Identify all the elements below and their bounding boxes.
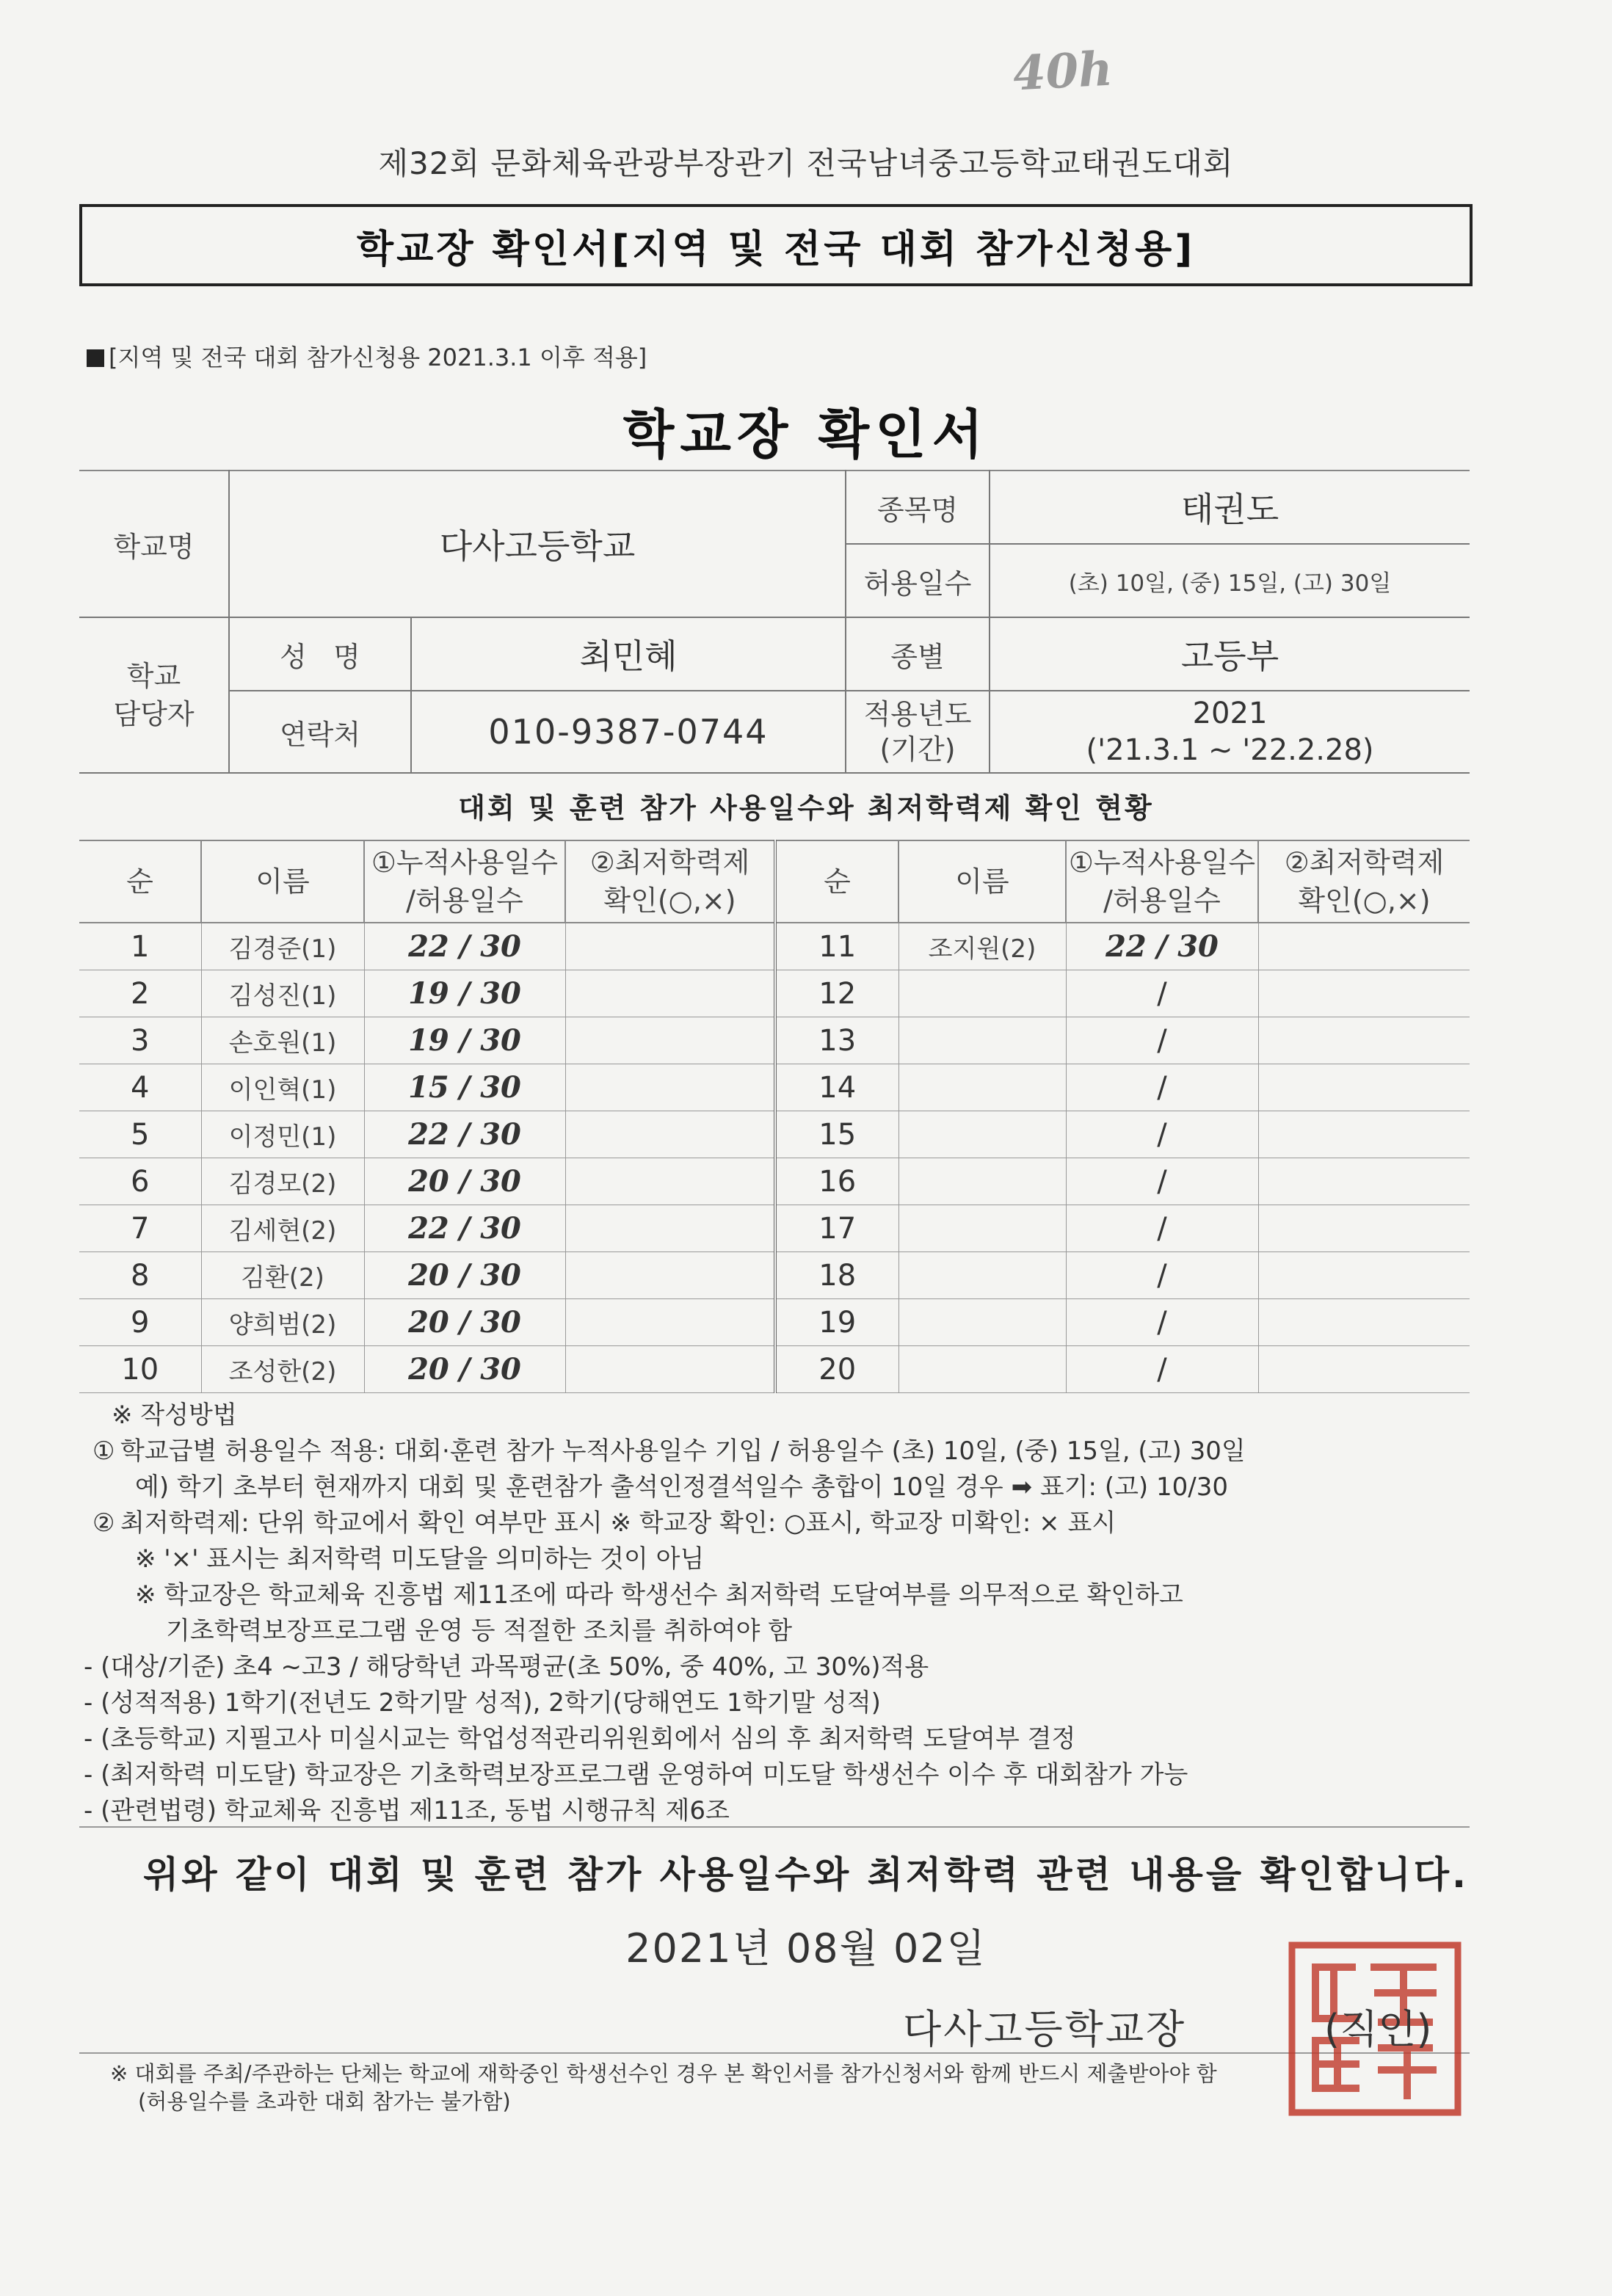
table-row [79,1111,1470,1158]
row-no: 2 [79,970,201,1017]
row-no: 17 [775,1205,898,1252]
detail-law: - (관련법령) 학교체육 진흥법 제11조, 동법 시행규칙 제6조 [84,1796,730,1825]
circled-two-icon: ② [92,1508,115,1538]
row-name: 손호원(1) [201,1017,364,1064]
table-row [79,1252,1470,1299]
row-days: 20 / 30 [364,1252,565,1299]
row-name: 조지원(2) [898,923,1066,970]
row-academic [565,1111,775,1158]
table-row [79,1064,1470,1111]
row-days: / [1066,1064,1258,1111]
row-name [898,970,1066,1017]
row-no: 7 [79,1205,201,1252]
table-row [79,1017,1470,1064]
row-academic [1258,1017,1470,1064]
row-days: 19 / 30 [364,1017,565,1064]
main-title: 학교장 확인서 [622,404,990,465]
row-no: 18 [775,1252,898,1299]
row-days: / [1066,1205,1258,1252]
school-value: 다사고등학교 [229,471,846,617]
header-no: 순 [79,840,201,923]
applied-note [87,339,647,373]
row-academic [565,1064,775,1111]
row-days: 20 / 30 [364,1346,565,1393]
row-academic [1258,1111,1470,1158]
confirmation-statement: 위와 같이 대회 및 훈련 참가 사용일수와 최저학력 관련 내용을 확인합니다. [142,1853,1470,1896]
row-name: 김성진(1) [201,970,364,1017]
table-row [79,1299,1470,1346]
applied-note-text: [지역 및 전국 대회 참가신청용 2021.3.1 이후 적용] [109,344,647,371]
row-academic [565,1346,775,1393]
row-days: 22 / 30 [1066,923,1258,970]
row-name [898,1252,1066,1299]
row-academic [1258,970,1470,1017]
row-no: 12 [775,970,898,1017]
row-name: 양희범(2) [201,1299,364,1346]
instruction-1-example: 예) 학기 초부터 현재까지 대회 및 훈련참가 출석인정결석일수 총합이 10일 경우 ➡ 표기: (고) 10/30 [135,1472,1228,1502]
contact-label: 연락처 [229,691,411,773]
footer-note [110,2060,1490,2115]
instruction-2 [92,1505,1473,1541]
detail-below-minimum: - (최저학력 미도달) 학교장은 기초학력보장프로그램 운영하여 미도달 학생선수 이수 후 대회참가 가능 [84,1760,1188,1790]
allowed-days-value: (초) 10일, (중) 15일, (고) 30일 [990,544,1470,617]
row-academic [1258,1346,1470,1393]
division-label: 종별 [846,617,990,691]
divider [79,2052,1470,2054]
row-no: 6 [79,1158,201,1205]
footer-line-2: (허용일수를 초과한 대회 참가는 불가함) [138,2089,511,2114]
year-label: 적용년도 (기간) [846,691,990,773]
row-name: 조성한(2) [201,1346,364,1393]
row-no: 11 [775,923,898,970]
principal-name: 다사고등학교장 [903,2006,1187,2052]
row-no: 10 [79,1346,201,1393]
row-academic [1258,1299,1470,1346]
division-value: 고등부 [990,617,1470,691]
row-no: 3 [79,1017,201,1064]
row-days: / [1066,1017,1258,1064]
table-row [79,1205,1470,1252]
row-days: / [1066,1299,1258,1346]
row-no: 1 [79,923,201,970]
info-table [79,470,1470,774]
header-days: ①누적사용일수 /허용일수 [364,840,565,923]
row-days: 20 / 30 [364,1158,565,1205]
header-academic: ②최저학력제 확인(○,×) [1258,840,1470,923]
row-name: 김환(2) [201,1252,364,1299]
row-days: 22 / 30 [364,1111,565,1158]
row-no: 8 [79,1252,201,1299]
header-name: 이름 [201,840,364,923]
row-no: 5 [79,1111,201,1158]
instructions [84,1398,1473,1829]
row-days: / [1066,1111,1258,1158]
section-title: 대회 및 훈련 참가 사용일수와 최저학력제 확인 현황 [458,792,1154,824]
row-academic [1258,923,1470,970]
row-name [898,1064,1066,1111]
instruction-2-note-c: 기초학력보장프로그램 운영 등 적절한 조치를 취하여야 함 [166,1616,793,1646]
manager-label: 학교 담당자 [79,617,229,773]
name-label: 성 명 [229,617,411,691]
row-days: 20 / 30 [364,1299,565,1346]
year-value: 2021 ('21.3.1 ~ '22.2.28) [990,691,1470,773]
row-academic [565,1158,775,1205]
row-days: 22 / 30 [364,923,565,970]
contact-value: 010-9387-0744 [411,691,846,773]
handwritten-corner-note: 40h [1012,41,1114,102]
row-no: 20 [775,1346,898,1393]
row-days: 15 / 30 [364,1064,565,1111]
table-row [79,923,1470,970]
issue-date: 2021년 08월 02일 [625,1925,987,1972]
row-academic [565,923,775,970]
row-academic [1258,1252,1470,1299]
header-name: 이름 [898,840,1066,923]
row-academic [565,1252,775,1299]
row-name [898,1017,1066,1064]
row-days: / [1066,1346,1258,1393]
row-name: 이정민(1) [201,1111,364,1158]
seal-label: (직인) [1324,2006,1432,2052]
divider [79,1826,1470,1828]
event-title: 제32회 문화체육관광부장관기 전국남녀중고등학교태권도대회 [378,145,1234,181]
row-days: 19 / 30 [364,970,565,1017]
row-academic [565,970,775,1017]
row-no: 19 [775,1299,898,1346]
instruction-2-note-b: ※ 학교장은 학교체육 진흥법 제11조에 따라 학생선수 최저학력 도달여부를 의무적으로 확인하고 [135,1580,1183,1610]
name-value: 최민혜 [411,617,846,691]
row-academic [565,1299,775,1346]
row-no: 15 [775,1111,898,1158]
row-no: 14 [775,1064,898,1111]
instruction-1-text: 학교급별 허용일수 적용: 대회·훈련 참가 누적사용일수 기입 / 허용일수 (초) 10일, (중) 15일, (고) 30일 [120,1436,1246,1466]
detail-grades: - (성적적용) 1학기(전년도 2학기말 성적), 2학기(당해연도 1학기말 성적) [84,1688,881,1718]
row-academic [1258,1205,1470,1252]
row-days: 22 / 30 [364,1205,565,1252]
header-academic: ②최저학력제 확인(○,×) [565,840,775,923]
header-no: 순 [775,840,898,923]
circled-one-icon: ① [92,1436,115,1466]
row-days: / [1066,1252,1258,1299]
row-name: 김경모(2) [201,1158,364,1205]
school-label: 학교명 [79,471,229,617]
header-days: ①누적사용일수 /허용일수 [1066,840,1258,923]
document-heading: 학교장 확인서[지역 및 전국 대회 참가신청용] [79,204,1473,286]
row-name [898,1299,1066,1346]
table-row [79,970,1470,1017]
row-name [898,1346,1066,1393]
detail-target: - (대상/기준) 초4 ~고3 / 해당학년 과목평균(초 50%, 중 40%, 고 30%)적용 [84,1652,929,1682]
sport-value: 태권도 [990,471,1470,544]
allowed-days-label: 허용일수 [846,544,990,617]
row-academic [1258,1064,1470,1111]
row-name: 김경준(1) [201,923,364,970]
table-row [79,1346,1470,1393]
instruction-1 [92,1434,1473,1469]
row-name: 이인혁(1) [201,1064,364,1111]
row-name [898,1205,1066,1252]
instructions-heading: ※ 작성방법 [112,1401,237,1430]
row-no: 13 [775,1017,898,1064]
row-no: 9 [79,1299,201,1346]
row-name [898,1158,1066,1205]
row-name: 김세현(2) [201,1205,364,1252]
detail-elementary: - (초등학교) 지필고사 미실시교는 학업성적관리위원회에서 심의 후 최저학력 도달여부 결정 [84,1724,1076,1754]
row-academic [1258,1158,1470,1205]
table-row [79,1158,1470,1205]
row-academic [565,1017,775,1064]
row-days: / [1066,970,1258,1017]
row-no: 4 [79,1064,201,1111]
footer-line-1: ※ 대회를 주최/주관하는 단체는 학교에 재학중인 학생선수인 경우 본 확인서를 참가신청서와 함께 반드시 제출받아야 함 [110,2061,1217,2086]
row-academic [565,1205,775,1252]
row-name [898,1111,1066,1158]
sport-label: 종목명 [846,471,990,544]
roster-table [79,840,1470,1393]
instruction-2-note-a: ※ '×' 표시는 최저학력 미도달을 의미하는 것이 아님 [135,1544,705,1574]
row-days: / [1066,1158,1258,1205]
row-no: 16 [775,1158,898,1205]
square-bullet-icon [87,349,104,367]
instruction-2-text: 최저학력제: 단위 학교에서 확인 여부만 표시 ※ 학교장 확인: ○표시, 학교장 미확인: × 표시 [120,1508,1117,1538]
